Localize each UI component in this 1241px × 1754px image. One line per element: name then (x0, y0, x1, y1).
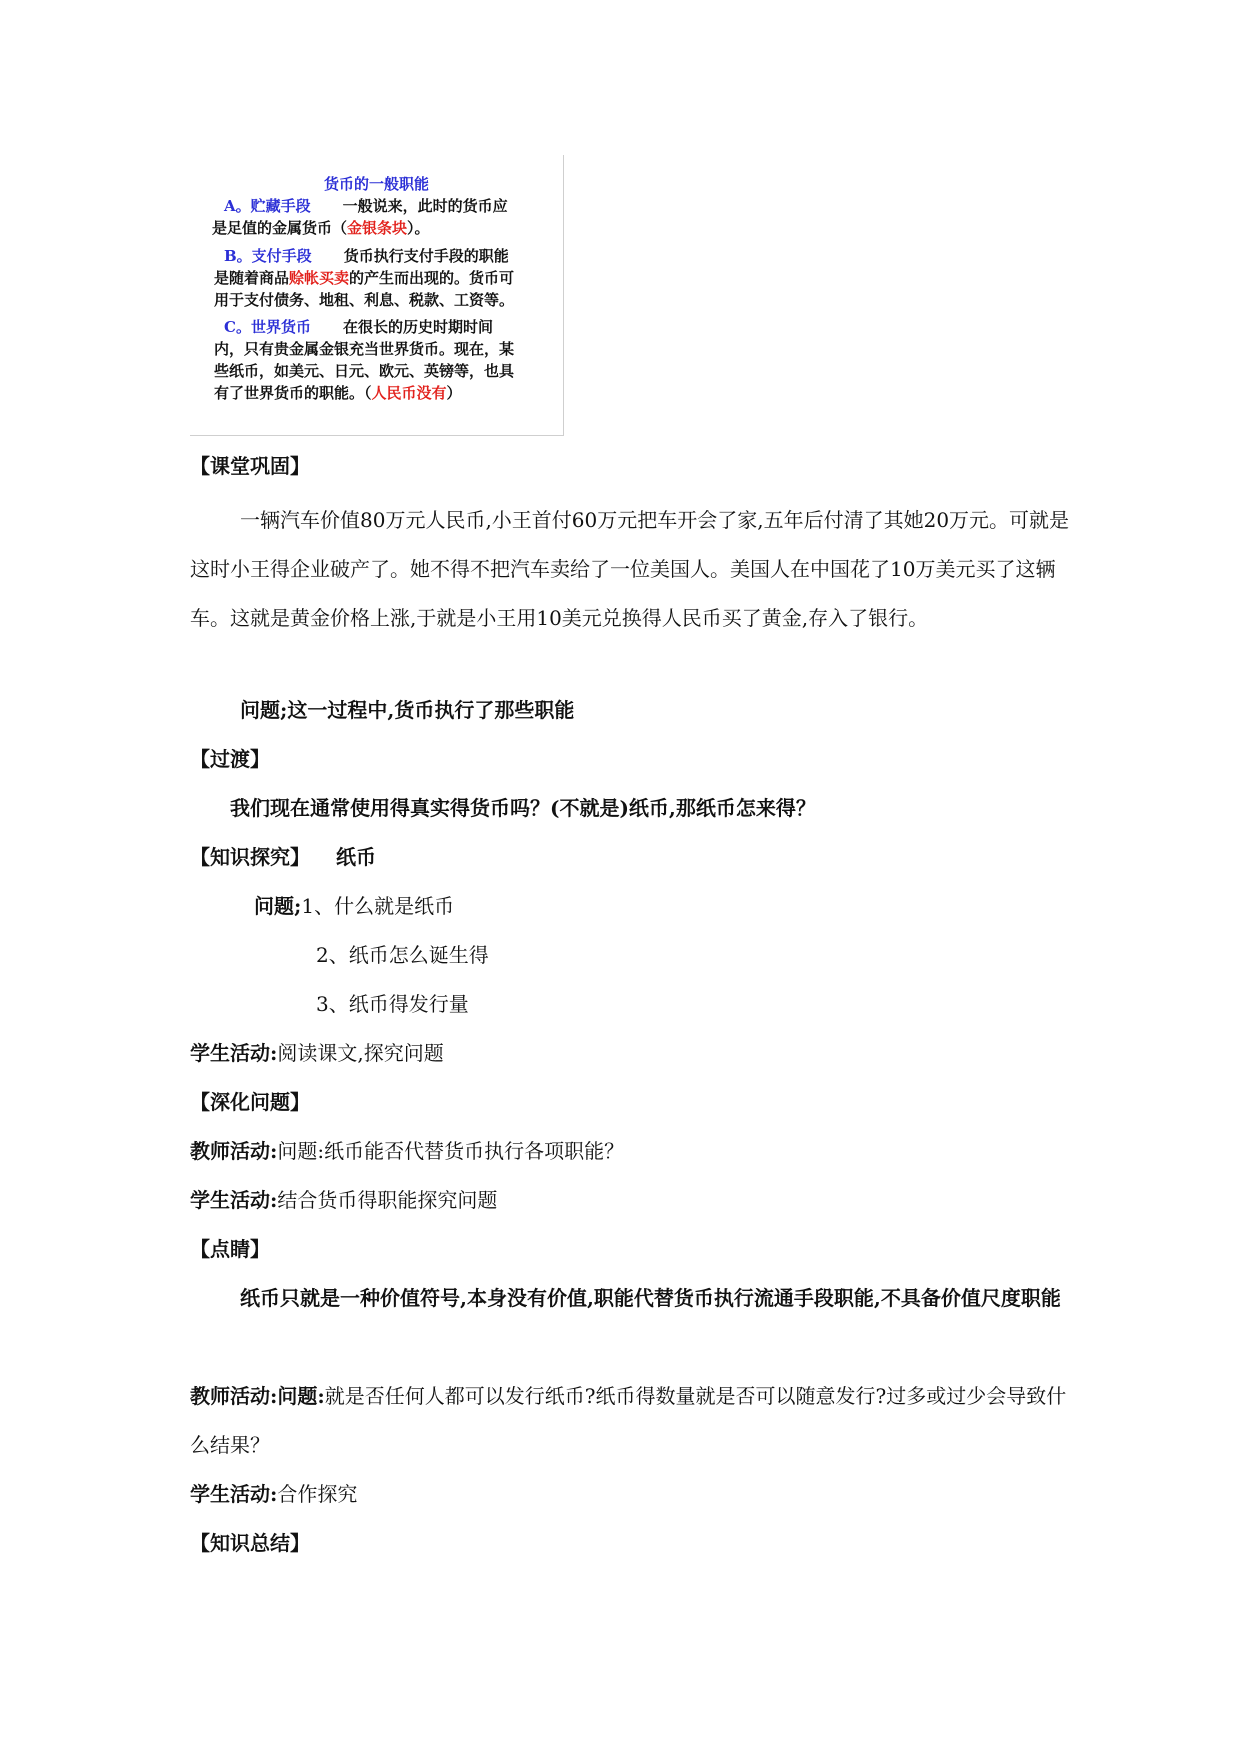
item-a-text3: ）。 (407, 219, 430, 237)
teacher-activity-1 (190, 1137, 1070, 1165)
item-b-text3: 的产生而出现的。货币可 (349, 269, 515, 287)
item-a-red: 金银条块 (347, 219, 408, 237)
student-activity-1-text: 阅读课文,探究问题 (277, 1041, 444, 1065)
item-a-text2: 是足值的金属货币（ (212, 219, 348, 237)
item-c-text2: 内，只有贵金属金银充当世界货币。现在，某 (214, 340, 515, 358)
figure-item-a (212, 195, 554, 239)
heading-shenhua: 【深化问题】 (190, 1090, 310, 1114)
student-activity-2-label: 学生活动: (190, 1188, 278, 1212)
student-activity-3-label: 学生活动: (190, 1482, 278, 1506)
question-label: 问题; (254, 894, 302, 918)
dianjing-text: 纸币只就是一种价值符号,本身没有价值,职能代替货币执行流通手段职能,不具备价值尺度职能 (240, 1286, 1061, 1310)
item-c-text4: 有了世界货币的职能。（ (214, 384, 372, 402)
teacher-activity-2-label: 教师活动: (190, 1384, 278, 1408)
question-1: 1、什么就是纸币 (301, 894, 455, 918)
item-b-text1: 货币执行支付手段的职能 (343, 247, 509, 265)
item-c-text5: ） (446, 384, 462, 402)
heading-zongjie: 【知识总结】 (190, 1531, 310, 1555)
question-2: 2、纸币怎么诞生得 (316, 943, 489, 967)
teacher-activity-2-text: 就是否任何人都可以发行纸币?纸币得数量就是否可以随意发行?过多或过少会导致什么结果？ (190, 1384, 1067, 1457)
teacher-activity-1-label: 教师活动: (190, 1139, 278, 1163)
item-c-red: 人民币没有 (371, 384, 447, 402)
ketang-paragraph (190, 496, 1070, 643)
item-c-text3: 些纸币，如美元、日元、欧元、英镑等，也具 (214, 362, 515, 380)
heading-guodu: 【过渡】 (190, 747, 270, 771)
student-activity-3 (190, 1480, 1070, 1508)
teacher-activity-1-text: 问题:纸币能否代替货币执行各项职能？ (277, 1139, 625, 1163)
question-line-1 (254, 892, 1134, 920)
heading-dianjing: 【点睛】 (190, 1237, 270, 1261)
tanjiu-label: 【知识探究】 (190, 845, 310, 869)
figure-title: 货币的一般职能 (323, 175, 429, 193)
ketang-paragraph-text: 一辆汽车价值80万元人民币,小王首付60万元把车开会了家,五年后付清了其她20万元。可就是这时小王得企业破产了。她不得不把汽车卖给了一位美国人。美国人在中国花了10万美元买了这辆车。这就是黄金价格上涨,于就是小王用10美元兑换得人民币买了黄金,存入了银行。 (190, 508, 1070, 630)
slide-figure (190, 155, 564, 436)
item-c-label: C。世界货币 (224, 318, 311, 336)
heading-tanjiu (190, 843, 1070, 871)
item-c-text1: 在很长的历史时期时间 (342, 318, 493, 336)
item-a-label: A。贮藏手段 (224, 197, 311, 215)
dianjing-paragraph (190, 1274, 1070, 1323)
student-activity-1-label: 学生活动: (190, 1041, 278, 1065)
guodu-text: 我们现在通常使用得真实得货币吗？(不就是)纸币,那纸币怎来得？ (230, 796, 816, 820)
question-3: 3、纸币得发行量 (316, 992, 469, 1016)
figure-item-c (214, 316, 544, 404)
heading-ketang: 【课堂巩固】 (190, 454, 310, 478)
ketang-question: 问题;这一过程中,货币执行了那些职能 (240, 698, 575, 722)
student-activity-3-text: 合作探究 (277, 1482, 358, 1506)
item-b-text2: 是随着商品 (214, 269, 290, 287)
student-activity-2 (190, 1186, 1070, 1214)
item-b-text4: 用于支付债务、地租、利息、税款、工资等。 (214, 291, 515, 309)
teacher-activity-2-question: 问题: (277, 1384, 325, 1408)
student-activity-1 (190, 1039, 1070, 1067)
teacher-activity-2 (190, 1372, 1070, 1470)
figure-item-b (214, 245, 544, 311)
student-activity-2-text: 结合货币得职能探究问题 (277, 1188, 498, 1212)
item-b-label: B。支付手段 (224, 247, 312, 265)
item-b-red: 赊帐买卖 (289, 269, 350, 287)
tanjiu-topic: 纸币 (336, 845, 376, 869)
item-a-text1: 一般说来，此时的货币应 (342, 197, 508, 215)
